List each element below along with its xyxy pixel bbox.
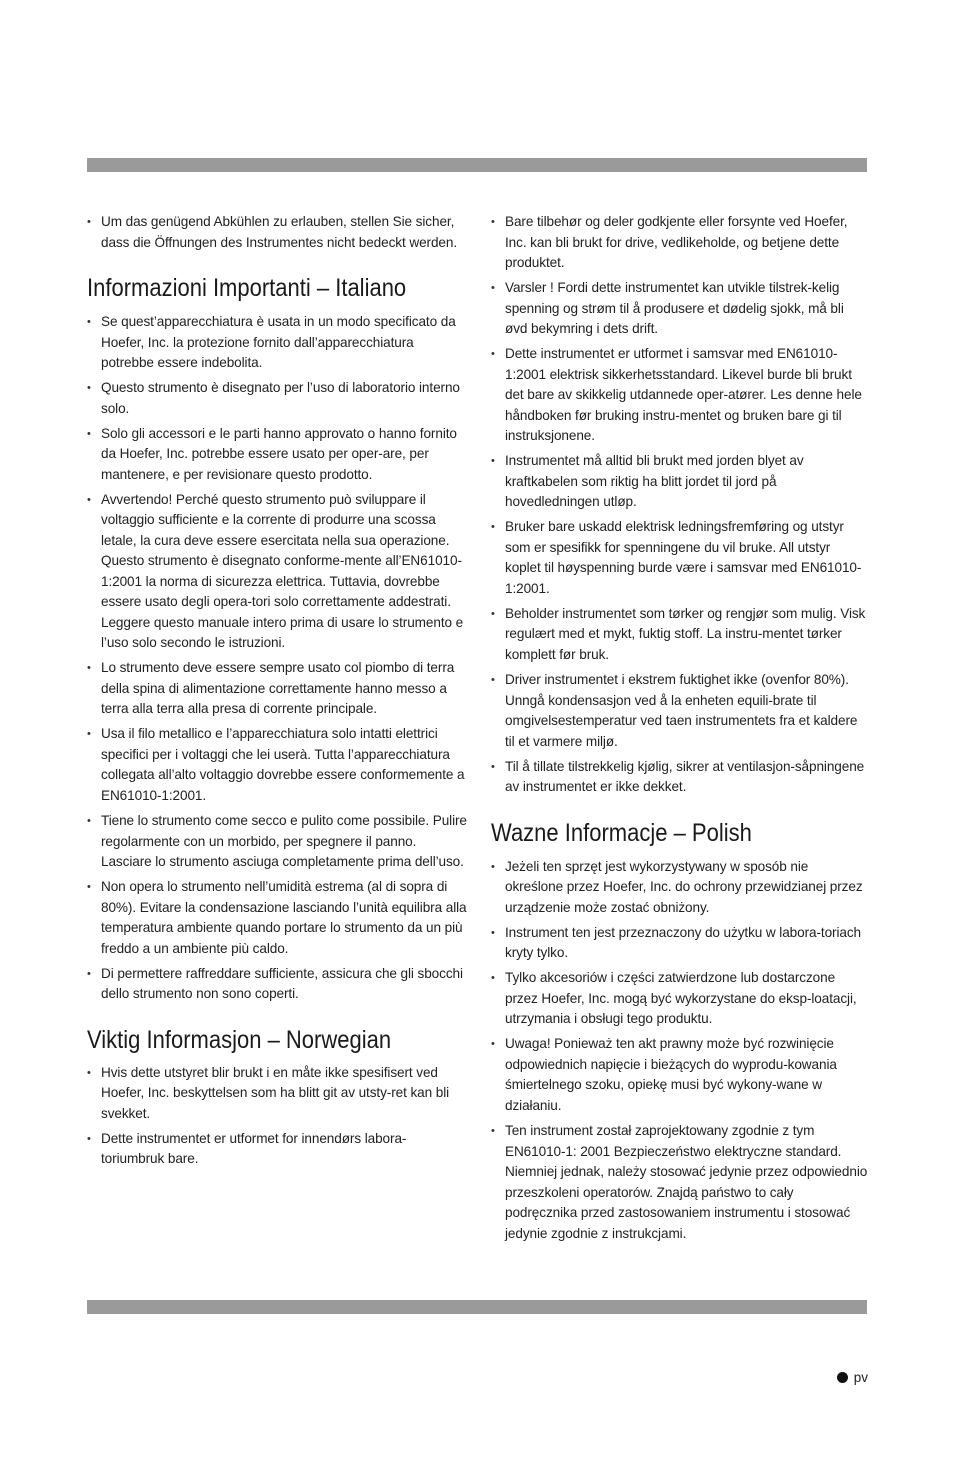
list-item: • Non opera lo strumento nell’umidità estrema (al di sopra di 80%). Evitare la condensazione lasciando l’unità equilibra alla temperatura ambiente quando portare lo strumento da un più freddo a un ambiente più caldo. — [87, 877, 467, 959]
list-item: • Dette instrumentet er utformet for innendørs labora-toriumbruk bare. — [87, 1129, 467, 1170]
list-item: • Instrument ten jest przeznaczony do użytku w labora-toriach kryty tylko. — [491, 923, 869, 964]
norwegian-list-right — [491, 212, 869, 798]
list-item: • Lo strumento deve essere sempre usato col piombo di terra della spina di alimentazione correttamente hanno messo a terra alla terra alla presa di corrente principale. — [87, 658, 467, 720]
list-item: • Usa il filo metallico e l’apparecchiatura solo intatti elettrici specifici per i voltaggi che lei userà. Tutta l’apparecchiatura collegata all’alto voltaggio dovrebbe essere conformemente a EN61010-1:2001. — [87, 724, 467, 806]
list-item: • Ten instrument został zaprojektowany zgodnie z tym EN61010-1: 2001 Bezpieczeństwo elektryczne standard. Niemniej jednak, należy stosować jedynie przez odpowiednio przeszkoleni operatorów. Znajdą państwo to cały podręcznika przed zastosowaniem instrumentu i stosować jedynie zgodnie z instrukcjami. — [491, 1121, 869, 1244]
italian-list — [87, 312, 467, 1005]
german-list — [87, 212, 467, 253]
list-item: • Dette instrumentet er utformet i samsvar med EN61010-1:2001 elektrisk sikkerhetsstandard. Likevel burde bli brukt det bare av skikkelig utdannede oper-atører. Les denne hele håndboken før bruking instru-mentet og bruken bare gi til instruksjonene. — [491, 344, 869, 447]
list-item: • Se quest’apparecchiatura è usata in un modo specificato da Hoefer, Inc. la protezione fornito dall’apparecchiatura potrebbe essere indebolita. — [87, 312, 467, 374]
list-item: • Til å tillate tilstrekkelig kjølig, sikrer at ventilasjon-såpningene av instrumentet er ikke dekket. — [491, 757, 869, 798]
list-item: • Beholder instrumentet som tørker og rengjør som mulig. Visk regulært med et mykt, fuktig stoff. La instru-mentet tørker komplett før bruk. — [491, 604, 869, 666]
bottom-rule — [87, 1300, 867, 1314]
list-item: • Driver instrumentet i ekstrem fuktighet ikke (ovenfor 80%). Unngå kondensasjon ved å la enheten equili-brate til omgivelsestemperatur ved taen instrumentets fra et kaldere til et varmere miljø. — [491, 670, 869, 752]
list-item: • Solo gli accessori e le parti hanno approvato o hanno fornito da Hoefer, Inc. potrebbe essere usato per oper-are, per mantenere, e per revisionare questo prodotto. — [87, 424, 467, 486]
right-column — [491, 212, 869, 1249]
list-item: • Di permettere raffreddare sufficiente, assicura che gli sbocchi dello strumento non sono coperti. — [87, 964, 467, 1005]
page-number: pv — [853, 1370, 868, 1385]
heading-norwegian: Viktig Informasjon – Norwegian — [87, 1025, 392, 1054]
list-item: • Varsler ! Fordi dette instrumentet kan utvikle tilstrek-kelig spenning og strøm til å produsere et dødelig sjokk, må bli øvd bekymring i dets drift. — [491, 278, 869, 340]
heading-polish: Wazne Informacje – Polish — [491, 818, 752, 847]
list-item: • Tylko akcesoriów i części zatwierdzone lub dostarczone przez Hoefer, Inc. mogą być wykorzystane do eksp-loatacji, utrzymania i obsługi tego produktu. — [491, 968, 869, 1030]
bullet-dot-icon — [837, 1372, 848, 1383]
list-item: • Uwaga! Ponieważ ten akt prawny może być rozwinięcie odpowiednich napięcie i bieżących do wyprodu-kowania śmiertelnego szoku, opiekę musi być wykony-wane w działaniu. — [491, 1034, 869, 1116]
left-column — [87, 212, 467, 1174]
list-item: • Questo strumento è disegnato per l’uso di laboratorio interno solo. — [87, 378, 467, 419]
list-item: • Instrumentet må alltid bli brukt med jorden blyet av kraftkabelen som riktig ha blitt jordet til jord på hovedledningen utløp. — [491, 451, 869, 513]
list-item: • Bare tilbehør og deler godkjente eller forsynte ved Hoefer, Inc. kan bli brukt for drive, vedlikeholde, og betjene dette produktet. — [491, 212, 869, 274]
list-item: • Avvertendo! Perché questo strumento può sviluppare il voltaggio sufficiente e la corrente di produrre una scossa letale, la cura deve essere esercitata nella sua operazione. Questo strumento è disegnato conforme-mente all’EN61010-1:2001 la norma di sicurezza elettrica. Tuttavia, dovrebbe essere usato degli opera-tori solo correttamente addestrati. Leggere questo manuale intero prima di usare lo strumento e l’uso solo secondo le istruzioni. — [87, 490, 467, 654]
list-item: • Um das genügend Abkühlen zu erlauben, stellen Sie sicher, dass die Öffnungen des Instrumentes nicht bedeckt werden. — [87, 212, 467, 253]
page-footer — [837, 1370, 868, 1385]
list-item: • Bruker bare uskadd elektrisk ledningsfremføring og utstyr som er spesifikk for spenningene du vil bruke. All utstyr koplet til høyspenning burde være i samsvar med EN61010-1:2001. — [491, 517, 869, 599]
list-item: • Tiene lo strumento come secco e pulito come possibile. Pulire regolarmente con un morbido, per spegnere il panno. Lasciare lo strumento asciuga completamente prima dell’uso. — [87, 811, 467, 873]
top-rule — [87, 158, 867, 172]
polish-list — [491, 857, 869, 1244]
list-item: • Jeżeli ten sprzęt jest wykorzystywany w sposób nie określone przez Hoefer, Inc. do ochrony przewidzianej przez urządzenie może zostać obniżony. — [491, 857, 869, 919]
list-item: • Hvis dette utstyret blir brukt i en måte ikke spesifisert ved Hoefer, Inc. beskyttelsen som ha blitt git av utsty-ret kan bli svekket. — [87, 1063, 467, 1125]
norwegian-list-left — [87, 1063, 467, 1170]
heading-italian: Informazioni Importanti – Italiano — [87, 274, 407, 302]
